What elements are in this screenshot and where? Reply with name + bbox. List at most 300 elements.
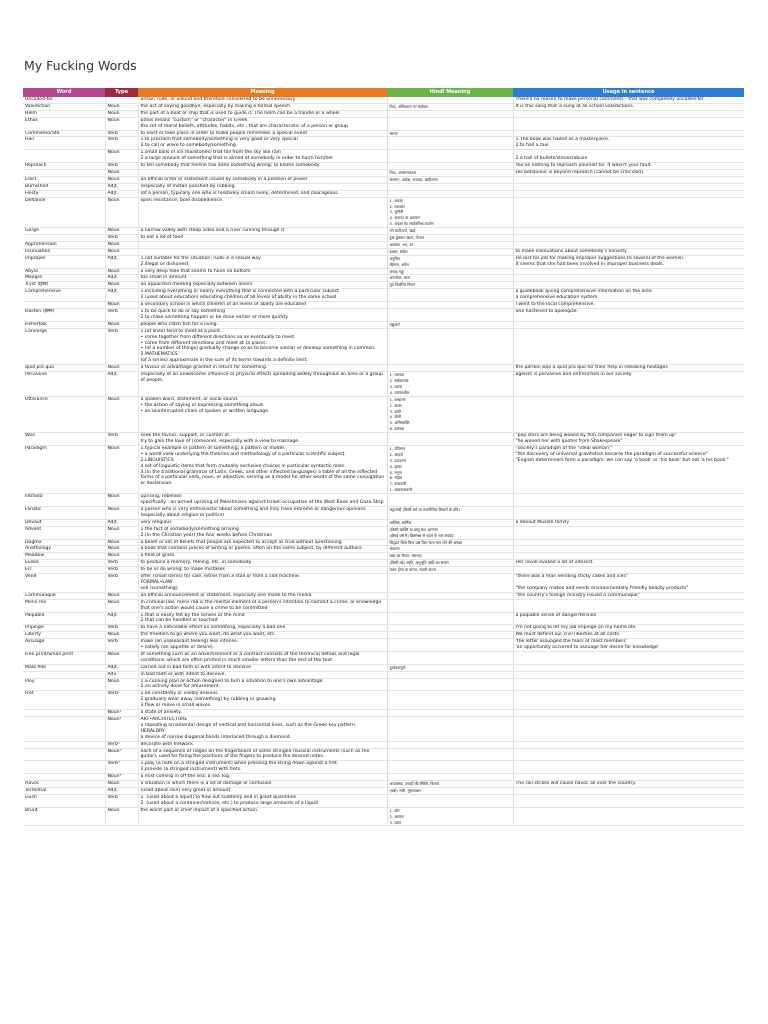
hindi-meaning-cell (387, 651, 513, 664)
usage-cell (513, 678, 744, 691)
meaning-cell: 1.(of lines) tend to meet at a point. • come together from different directions so as eventually to meet. • come from different directions and meet at (a place). • (of a number of things) gradually change so as to become similar or develop something in common. 2.MATHEMATICS (of a series) approximate in the sum of its terms towards a definite limit. (138, 328, 387, 364)
meaning-cell: 1.that is easily felt by the senses or the mind 2.that can be handled or touched (138, 612, 387, 625)
usage-cell: a guidebook giving comprehensive information on the area a comprehensive education system (513, 289, 744, 302)
table-row (23, 560, 744, 567)
hindi-meaning-cell: तंग घाटी/दर्रा, खाई (387, 228, 513, 235)
usage-cell (513, 567, 744, 574)
word-cell: Liberty (23, 632, 105, 639)
word-cell: Evoke (23, 560, 105, 567)
usage-cell: You've nothing to reproach yourself for. It wasn't your fault. (513, 163, 744, 170)
word-cell: Apprehension (23, 241, 105, 248)
meaning-cell: to be or do wrong; to make mistakes (138, 567, 387, 574)
hindi-meaning-cell: ग़लत होना या करना; ग़लती करना (387, 567, 513, 574)
hindi-meaning-cell: दुर्भावनापूर्ण (387, 664, 513, 671)
usage-cell: We must defend our civil liberties at all costs. (513, 632, 744, 639)
word-cell: Vend (23, 574, 105, 593)
table-row (23, 228, 744, 235)
type-cell: Verb (105, 309, 138, 322)
word-cell: Tryst (ट्रिस्ट) (23, 282, 105, 289)
table-row (23, 282, 744, 289)
hindi-meaning-cell (387, 639, 513, 652)
table-body (23, 97, 744, 826)
hindi-meaning-cell: (किसी व्यक्ति या वस्तु का) आगमन (ईसाई वर्ष में) क्रिसमस से पहले के चार सप्ताह (387, 526, 513, 539)
usage-cell (513, 190, 744, 197)
word-cell: Fine print/Small print (23, 651, 105, 664)
type-cell: Noun (105, 599, 138, 612)
word-cell (23, 169, 105, 176)
usage-cell (513, 235, 744, 242)
usage-cell (513, 546, 744, 553)
usage-cell: "society's paradigm of the "ideal woman"" "the discovery of universal gravitation became the paradigm of successful science" "English determiners form a paradigm: we can say 'a book' or 'his book' but not 'a his book'" (513, 445, 744, 493)
type-cell: Verb (105, 794, 138, 807)
type-cell: Noun (105, 150, 138, 163)
meaning-cell: In criminal law, mens rea is the mental element of a person's intention to commit a crime; or knowledge that one's action would cause a crime to be committed (138, 599, 387, 612)
table-row (23, 807, 744, 826)
hindi-meaning-cell: 1. प्रतिमान 2. आदर्श 3. उदाहरण 4. दृष्टांत 5. नमूना 6. मॉडल 7. रूपावली 1. शब्दरूपावली (387, 445, 513, 493)
word-cell (23, 150, 105, 163)
word-cell (23, 302, 105, 309)
type-cell: Verb (105, 235, 138, 242)
hindi-meaning-cell (387, 365, 513, 372)
hindi-meaning-cell (387, 671, 513, 678)
meaning-cell: (of a person, typically one who is relatively small) lively, determined, and courageous. (138, 190, 387, 197)
meaning-cell: a book that contains pieces of writing or poems, often on the same subject, by different authors (138, 546, 387, 553)
table-row (23, 433, 744, 446)
hindi-meaning-cell: अनुचित बेईमान, अवैध (387, 255, 513, 268)
table-row (23, 197, 744, 228)
table-row (23, 117, 744, 130)
usage-cell (513, 553, 744, 560)
table-row (23, 137, 744, 150)
usage-cell: She hastened to apologize. (513, 309, 744, 322)
word-cell: Fisherfolk (23, 321, 105, 328)
hindi-meaning-cell (387, 599, 513, 612)
meaning-cell: 1.a cunning plan or action designed to turn a situation to one's own advantage. 2.an activity done for amusement. (138, 678, 387, 691)
meaning-cell: a favour or advantage granted in return for something. (138, 365, 387, 372)
type-cell: Verb (105, 567, 138, 574)
meaning-cell: a belief or set of beliefs that people are expected to accept as true without questioning (138, 539, 387, 546)
meaning-cell: an official order or statement issued by somebody in a position of power (138, 176, 387, 183)
usage-cell (513, 599, 744, 612)
usage-cell (513, 761, 744, 774)
hindi-meaning-cell (387, 748, 513, 761)
usage-cell: "the country's foreign ministry issued a communique" (513, 592, 744, 599)
word-cell: Utterance (23, 396, 105, 432)
word-cell: Devout (23, 519, 105, 526)
meaning-cell: unfair, rude, or unkind and therefore considered to be unnecessary (138, 97, 387, 103)
meaning-cell: offer (small items) for sale, either from a stall or from a slot machine. FORMAL•LAW sell (something). (138, 574, 387, 593)
meaning-cell: 1.play (a note on a stringed instrument) while pressing the string down against a fret. 2.provide (a stringed instrument) with frets. (138, 761, 387, 774)
word-cell (23, 235, 105, 242)
table-row (23, 103, 744, 110)
hindi-meaning-cell: इशारा, संकेत (387, 248, 513, 255)
type-cell: Noun (105, 365, 138, 372)
usage-cell (513, 710, 744, 717)
hindi-meaning-cell: स्मरण (387, 130, 513, 137)
column-header-type: Type (105, 88, 138, 97)
table-row (23, 678, 744, 691)
table-row (23, 241, 744, 248)
word-cell: Reproach (23, 163, 105, 170)
type-cell: Verb (105, 560, 138, 567)
page-title: My Fucking Words (24, 58, 137, 73)
word-cell: Mala fide (23, 664, 105, 671)
type-cell: Noun (105, 302, 138, 309)
type-cell: Noun (105, 546, 138, 553)
type-cell: Adjt. (105, 372, 138, 397)
table-row (23, 372, 744, 397)
usage-cell (513, 717, 744, 742)
usage-cell (513, 228, 744, 235)
table-row (23, 255, 744, 268)
table-row (23, 507, 744, 520)
hindi-meaning-cell (387, 110, 513, 117)
meaning-cell: 1.typical example or pattern of something; a pattern or model. • a world view underlying the theories and methodology of a particular scientific subject. 2.LINGUISTICS a set of linguistic items that form mutually exclusive choices in particular syntactic roles. 3.(in the traditional grammar of Latin, Greek, and other inflected languages) a table of all the inflected forms of a particular verb, noun, or adjective, serving as a model for other words of the same conjugation or declension. (138, 445, 387, 493)
word-cell (23, 671, 105, 678)
table-row (23, 546, 744, 553)
usage-cell (513, 241, 744, 248)
usage-cell: Her novel evoked a lot of interest. (513, 560, 744, 567)
meaning-cell: 1.to proclaim that somebody/something is very good or very special 2.to call or wave to somebody/something (138, 137, 387, 150)
hindi-meaning-cell (387, 612, 513, 625)
meaning-cell: (especially of metal) polished by rubbing. (138, 183, 387, 190)
hindi-meaning-cell (387, 150, 513, 163)
type-cell: Verb (105, 163, 138, 170)
word-cell: Feisty (23, 190, 105, 197)
usage-cell (513, 328, 744, 364)
hindi-meaning-cell (387, 710, 513, 717)
usage-cell (513, 197, 744, 228)
type-cell: Verb¹ (105, 691, 138, 710)
hindi-meaning-cell (387, 691, 513, 710)
hindi-meaning-cell (387, 592, 513, 599)
usage-cell (513, 651, 744, 664)
meaning-cell: a person who is very enthusiastic about something and may have extreme or dangerous opinions (especially about religion or politics) (138, 507, 387, 520)
usage-cell: 'the letter assuaged the fears of most members' 'an opportunity occurred to assuage her desire for knowledge' (513, 639, 744, 652)
word-cell: Impinge (23, 625, 105, 632)
meaning-cell: 1.to be quick to do or say something 2.to make something happen or be done earlier or more quickly (138, 309, 387, 322)
word-cell: Assuage (23, 639, 105, 652)
meaning-cell: a spoken word, statement, or vocal sound. • the action of saying or expressing something aloud. • an uninterrupted chain of spoken or written language. (138, 396, 387, 432)
type-cell: Noun¹ (105, 710, 138, 717)
table-row (23, 183, 744, 190)
table-row (23, 302, 744, 309)
usage-cell (513, 741, 744, 748)
usage-cell: 2.a hail of bullets/stones/abuse (513, 150, 744, 163)
word-cell: Communiqué (23, 592, 105, 599)
word-cell: Anathology (23, 546, 105, 553)
hindi-meaning-cell (387, 494, 513, 507)
table-row (23, 639, 744, 652)
table-row (23, 445, 744, 493)
hindi-meaning-cell: 1. अवज्ञा 2. ललकार 3. चुनौती 4. अनादर या अवमान 5. अवज्ञा का सार्वजनिक प्रदर्शन (387, 197, 513, 228)
type-cell: Adjt. (105, 289, 138, 302)
type-cell: Noun² (105, 717, 138, 742)
hindi-meaning-cell (387, 717, 513, 742)
type-cell: Adjt. (105, 612, 138, 625)
word-cell (23, 761, 105, 774)
type-cell: Adjt. (105, 183, 138, 190)
usage-cell (513, 787, 744, 794)
column-header-hindi-meaning: Hindi Meaning (387, 88, 513, 97)
table-row (23, 150, 744, 163)
type-cell: Noun (105, 268, 138, 275)
table-row (23, 539, 744, 546)
word-cell: Hail (23, 137, 105, 150)
table-row (23, 494, 744, 507)
usage-cell (513, 671, 744, 678)
meaning-cell: each of a sequence of ridges on the fingerboard of some stringed musical instruments (such as the guitar), used for fixing the positions of the fingers to produce the desired notes. (138, 748, 387, 761)
hindi-meaning-cell: 1. ज़ोर 2. आघात 3. प्रहार (387, 807, 513, 826)
type-cell: Verb (105, 625, 138, 632)
word-cell: Brunt (23, 807, 105, 826)
table-row (23, 787, 744, 794)
meaning-cell: to tell somebody that he/she has done something wrong; to blame somebody (138, 163, 387, 170)
type-cell: Noun (105, 539, 138, 546)
usage-cell: a palpable sense of danger/tension (513, 612, 744, 625)
usage-cell: to make insinuations about somebody's honesty (513, 248, 744, 255)
hindi-meaning-cell: निंदा, अपमानजनक (387, 169, 513, 176)
type-cell: Adjt. (105, 787, 138, 794)
type-cell: Adv. (105, 671, 138, 678)
type-cell: Verb (105, 130, 138, 137)
word-cell: Torrential (23, 787, 105, 794)
usage-cell: The rail strikes will cause havoc all over the country. (513, 781, 744, 788)
meaning-cell: very religious (138, 519, 387, 526)
word-cell: Defiance (23, 197, 105, 228)
meaning-cell: Ethos means "custom" or "character" in Greek the set of moral beliefs, attitudes, habits, etc., that are characteristic of a person or group (138, 117, 387, 130)
type-cell: Verb³ (105, 761, 138, 774)
word-cell: Havoc (23, 781, 105, 788)
usage-cell: ageism is pervasive and entrenched in our society (513, 372, 744, 397)
table-row (23, 592, 744, 599)
word-cell: Fret (23, 691, 105, 710)
table-row (23, 275, 744, 282)
hindi-meaning-cell: ठूंस-ठूंसकर खाना, पेटभर (387, 235, 513, 242)
meaning-cell: a state of anxiety. (138, 710, 387, 717)
hindi-meaning-cell (387, 678, 513, 691)
usage-cell (513, 321, 744, 328)
type-cell: Noun (105, 807, 138, 826)
table-row (23, 599, 744, 612)
word-cell: Ploy (23, 678, 105, 691)
table-row (23, 396, 744, 432)
usage-cell: I went to the local comprehensive. (513, 302, 744, 309)
word-cell: Pervasive (23, 372, 105, 397)
type-cell: Noun (105, 781, 138, 788)
meaning-cell: to produce a memory, feeling, etc. in somebody (138, 560, 387, 567)
type-cell: Noun (105, 445, 138, 493)
meaning-cell: a very deep hole that seems to have no bottom (138, 268, 387, 275)
table-row (23, 651, 744, 664)
word-cell: Hasten (हेसन) (23, 309, 105, 322)
hindi-meaning-cell (387, 302, 513, 309)
meaning-cell: a secondary school in which children of all levels of ability are educated (138, 302, 387, 309)
type-cell: Noun (105, 507, 138, 520)
meaning-cell: a mist coming in off the sea; a sea fog. (138, 774, 387, 781)
word-cell: Converge (23, 328, 105, 364)
hindi-meaning-cell: पूर्व निर्धारित मिलन (387, 282, 513, 289)
hindi-meaning-cell (387, 137, 513, 150)
table-row (23, 671, 744, 678)
type-cell: Noun (105, 592, 138, 599)
hindi-meaning-cell (387, 328, 513, 364)
meaning-cell: 1. (used about a liquid) to flow out suddenly and in great quantities 2. (used about a container/vehicle, etc.) to produce large amounts of a liquid (138, 794, 387, 807)
usage-cell (513, 539, 744, 546)
table-row (23, 268, 744, 275)
type-cell: Noun (105, 396, 138, 432)
table-row (23, 691, 744, 710)
meaning-cell: the part of a boat or ship that is used to guide it. The helm can be a handle or a wheel (138, 110, 387, 117)
table-row (23, 574, 744, 593)
meaning-cell: to exist or take place in order to make people remember a special event (138, 130, 387, 137)
meaning-cell: 1.the fact of somebody/something arriving 2.(in the Christian year) the four weeks before Christmas (138, 526, 387, 539)
hindi-meaning-cell (387, 190, 513, 197)
type-cell: Verb (105, 433, 138, 446)
hindi-meaning-cell: (वर्षा) भारी, मूसलाधार (387, 787, 513, 794)
type-cell: Adjt. (105, 190, 138, 197)
type-cell: Noun (105, 241, 138, 248)
table-row (23, 235, 744, 242)
usage-cell (513, 691, 744, 710)
type-cell: Noun (105, 176, 138, 183)
table-row (23, 748, 744, 761)
meaning-cell (138, 241, 387, 248)
usage-cell: His behaviour is beyond reproach [cannot be criticized]. (513, 169, 744, 176)
word-cell: quid pro quo (23, 365, 105, 372)
hindi-meaning-cell (387, 574, 513, 593)
hindi-meaning-cell: 1. व्यापक 2. सर्वव्यापक 3. व्याप्त 4. व्यापनशील (387, 372, 513, 397)
table-row (23, 130, 744, 137)
usage-cell: "pop stars are being wooed by film companies eager to sign them up" "he wooed her with quotes from Shakespeare" (513, 433, 744, 446)
table-row (23, 169, 744, 176)
meaning-cell: 1.be constantly or visibly anxious. 2.gradually wear away (something) by rubbing or gnawing. 3.flow or move in small waves. (138, 691, 387, 710)
word-cell: Ethos (23, 117, 105, 130)
word-cell: Gush (23, 794, 105, 807)
meaning-cell: people who catch fish for a living. (138, 321, 387, 328)
hindi-meaning-cell: कट्टरपंथी (किसी धर्म या राजनीतिक विचारों के प्रति) (387, 507, 513, 520)
type-cell: Noun³ (105, 748, 138, 761)
table-row (23, 328, 744, 364)
meaning-cell: the freedom to go where you want, do what you want, etc. (138, 632, 387, 639)
type-cell: Verb (105, 328, 138, 364)
usage-cell (513, 282, 744, 289)
usage-cell (513, 396, 744, 432)
word-cell: Dogma (23, 539, 105, 546)
word-cell: Woo (23, 433, 105, 446)
vocabulary-table (23, 88, 744, 826)
usage-cell (513, 507, 744, 520)
word-cell: Edict (23, 176, 105, 183)
word-cell: Uncalled-for (23, 97, 105, 103)
type-cell: Noun⁴ (105, 774, 138, 781)
hindi-meaning-cell (387, 289, 513, 302)
meaning-cell: a situation in which there is a lot of damage or confusion (138, 781, 387, 788)
word-cell: Palpable (23, 612, 105, 625)
hindi-meaning-cell: अथाह गड्ढा (387, 268, 513, 275)
usage-cell: I'm not going to let my job impinge on my home life. (513, 625, 744, 632)
word-cell (23, 741, 105, 748)
word-cell (23, 710, 105, 717)
usage-cell: It is this song that is sung at all school valedictions. (513, 103, 744, 110)
hindi-meaning-cell (387, 183, 513, 190)
usage-cell (513, 774, 744, 781)
type-cell: Adjt. (105, 275, 138, 282)
word-cell: Meagre (23, 275, 105, 282)
table-row (23, 567, 744, 574)
meaning-cell: carried out in bad faith or with intent to deceive (138, 664, 387, 671)
type-cell: Noun (105, 526, 138, 539)
meaning-cell: of something such as an advertisement or a contract consists of the technical details and legal conditions, which are often printed in much smaller letters than the rest of the text. (138, 651, 387, 664)
hindi-meaning-cell: (किसी को) स्मृति, अनुभूति आदि का स्मरण (387, 560, 513, 567)
type-cell: Noun (105, 117, 138, 130)
table-row (23, 365, 744, 372)
type-cell: Verb (105, 137, 138, 150)
table-row (23, 553, 744, 560)
word-cell: Gorge (23, 228, 105, 235)
meaning-cell: the act of saying goodbye, especially by making a formal speech (138, 103, 387, 110)
type-cell: Verb² (105, 741, 138, 748)
meaning-cell (138, 169, 387, 176)
hindi-meaning-cell: संकलन (387, 546, 513, 553)
type-cell: Noun (105, 632, 138, 639)
meaning-cell: open resistance; bold disobedience. (138, 197, 387, 228)
column-header-usage: Usage in sentence (513, 88, 744, 97)
hindi-meaning-cell: 1. उच्चारण 2. कथन 3. वाणी 4. बोली 5. अभिव्यक्ति 6. वक्तव्य (387, 396, 513, 432)
column-header-meaning: Meaning (138, 88, 387, 97)
hindi-meaning-cell: फ़रमान, आदेश, राजाज्ञा, शाहीनामा (387, 176, 513, 183)
table-row (23, 761, 744, 774)
meaning-cell: to eat a lot of food (138, 235, 387, 242)
hindi-meaning-cell: अव्यवस्था, तबाही की स्थिति, विनाश (387, 781, 513, 788)
word-cell: Helm (23, 110, 105, 117)
word-cell (23, 748, 105, 761)
table-row (23, 163, 744, 170)
usage-cell: 1.The book was hailed as a masterpiece. 2.to hail a taxi (513, 137, 744, 150)
hindi-meaning-cell (387, 433, 513, 446)
table-row (23, 612, 744, 625)
usage-cell (513, 748, 744, 761)
meaning-cell: ART•ARCHITECTURE a repeating ornamental design of vertical and horizontal lines, such as the Greek key pattern. HERALDRY a device of narrow diagonal bands interlaced through a diamond. (138, 717, 387, 742)
meaning-cell: too small in amount (138, 275, 387, 282)
word-cell: Comprehensive (23, 289, 105, 302)
word-cell: Fanatic (23, 507, 105, 520)
table-row (23, 248, 744, 255)
meaning-cell: 1.small balls of ice (hailstones) that fall from the sky like rain 2.a large amount of something that is aimed at somebody in order to harm him/her (138, 150, 387, 163)
type-cell: Verb (105, 574, 138, 593)
table-row (23, 519, 744, 526)
type-cell: Adjt. (105, 664, 138, 671)
word-cell: Abyss (23, 268, 105, 275)
type-cell: Noun (105, 282, 138, 289)
usage-cell (513, 183, 744, 190)
word-cell: Insinuation (23, 248, 105, 255)
table-row (23, 741, 744, 748)
hindi-meaning-cell: अपर्याप्त, अल्प (387, 275, 513, 282)
usage-cell (513, 664, 744, 671)
meaning-cell: (used about rain) very great in amount (138, 787, 387, 794)
table-row (23, 710, 744, 717)
word-cell (23, 717, 105, 742)
meaning-cell: an appointed meeting especially between lovers (138, 282, 387, 289)
meaning-cell: uprising, rebellion specifically : an armed uprising of Palestinians against Israeli occupation of the West Bank and Gaza Strip (138, 494, 387, 507)
hindi-meaning-cell (387, 741, 513, 748)
hindi-meaning-cell (387, 761, 513, 774)
meaning-cell: an official announcement or statement, especially one made to the media. (138, 592, 387, 599)
meaning-cell: decorate with fretwork. (138, 741, 387, 748)
hindi-meaning-cell (387, 632, 513, 639)
table-row (23, 190, 744, 197)
